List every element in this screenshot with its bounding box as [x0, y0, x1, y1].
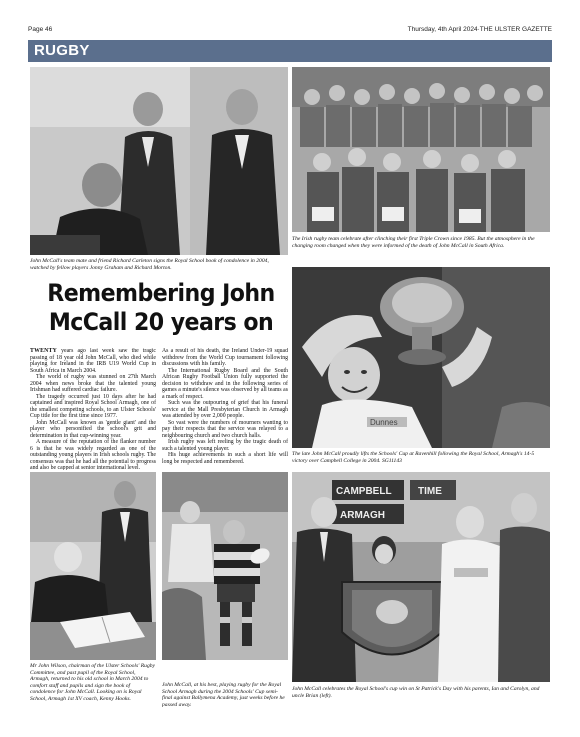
paragraph: Such was the outpouring of grief that his funeral service at the Mall Presbyterian Church in Armagh was attended by over 2,000 people.	[162, 400, 288, 419]
paragraph: A measure of the reputation of the flanker number 6 is that he was widely regarded as one of the outstanding young players in Irish schools rugby. The consensus was that he had all the potential to progress and also be capped at senior international level.	[30, 439, 156, 470]
paragraph: So vast were the numbers of mourners wanting to pay their respects that the service was relayed to a neighbouring church and two church halls.	[162, 419, 288, 439]
section-banner	[28, 40, 552, 62]
caption-team: The Irish rugby team celebrate after clinching their first Triple Crown since 1985. But the atmosphere in the changing room changed when they were informed of the death of John McCall in South Africa.	[292, 236, 535, 249]
paragraph: Irish rugby was left reeling by the tragic death of such a talented young player.	[162, 439, 288, 452]
paragraph: years ago last week saw the tragic passing of 18 year old John McCall, who died while playing for Ireland in the IRB U19 World Cup in South Africa in March 2004.	[30, 348, 156, 374]
section-title: RUGBY	[34, 42, 90, 59]
sign-campbell: CAMPBELL	[336, 486, 392, 497]
paragraph: The International Rugby Board and the South African Rugby Football Union fully supported the decision to withdraw and in the following series of games a minute's silence was observed by all teams as a mark of respect.	[162, 367, 288, 400]
paragraph: His huge achievements in such a short life will long be respected and remembered.	[162, 452, 288, 465]
page-header	[28, 26, 552, 36]
paragraph: The tragedy occurred just 10 days after he had captained and inspired Royal School Armagh, one of the smallest competing schools, to an Ulster Schools' Cup title for the first time since 1977.	[30, 393, 156, 419]
caption-schoolboys: John McCall's team mate and friend Richard Carleton signs the Royal School book of condolence in 2004, watched by fellow players Jonny Graham and Richard Morton.	[30, 258, 269, 271]
caption-family: John McCall celebrates the Royal School's cup win on St Patrick's Day with his parents, Ian and Carolyn, and uncle Brian (left).	[292, 686, 540, 699]
page-number: Page 46	[28, 26, 53, 33]
caption-playing: John McCall, at his best, playing rugby for the Royal School Armagh during the 2004 Schools' Cup semi-final against Ballymena Academy, just weeks before he passed away.	[162, 682, 285, 708]
article-column-1	[30, 348, 156, 470]
caption-wilson: Mr John Wilson, chairman of the Ulster Schools' Rugby Committee, and past pupil of the Royal School, Armagh, returned to his old school in March 2004 to comfort staff and pupils and sign the book of condolence for John McCall. Looking on is Royal School, Armagh 1st XV coach, Kenny Hooks.	[30, 663, 156, 702]
paragraph: John McCall was known as 'gentle giant' and the player who personified the school's grit and determination in that cup-winning year.	[30, 419, 156, 439]
lead-word: TWENTY	[30, 348, 57, 354]
paragraph: The world of rugby was stunned on 27th March 2004 when news broke that the talented young Irishman had suffered cardiac failure.	[30, 374, 156, 393]
sign-time: TIME	[418, 486, 442, 497]
caption-cup: The late John McCall proudly lifts the Schools' Cup at Ravenhill following the Royal School, Armagh's 14-5 victory over Campbell College in 2004. SG11143	[292, 451, 535, 464]
photo-cup-lift	[292, 267, 550, 448]
photo-book-signing	[30, 472, 156, 660]
article-headline: Remembering John McCall 20 years on	[47, 279, 275, 336]
paragraph: As a result of his death, the Ireland Under-19 squad withdrew from the World Cup tournament following discussions with his family.	[162, 348, 288, 367]
photo-schoolboys	[30, 67, 288, 255]
jersey-sponsor: Dunnes	[370, 418, 398, 427]
photo-rugby-match	[162, 472, 288, 660]
article-column-2	[162, 348, 288, 470]
sign-armagh: ARMAGH	[340, 510, 385, 521]
issue-date: Thursday, 4th April 2024·THE ULSTER GAZETTE	[407, 26, 552, 33]
photo-team-celebration	[292, 67, 550, 232]
photo-family-shield	[292, 472, 550, 682]
